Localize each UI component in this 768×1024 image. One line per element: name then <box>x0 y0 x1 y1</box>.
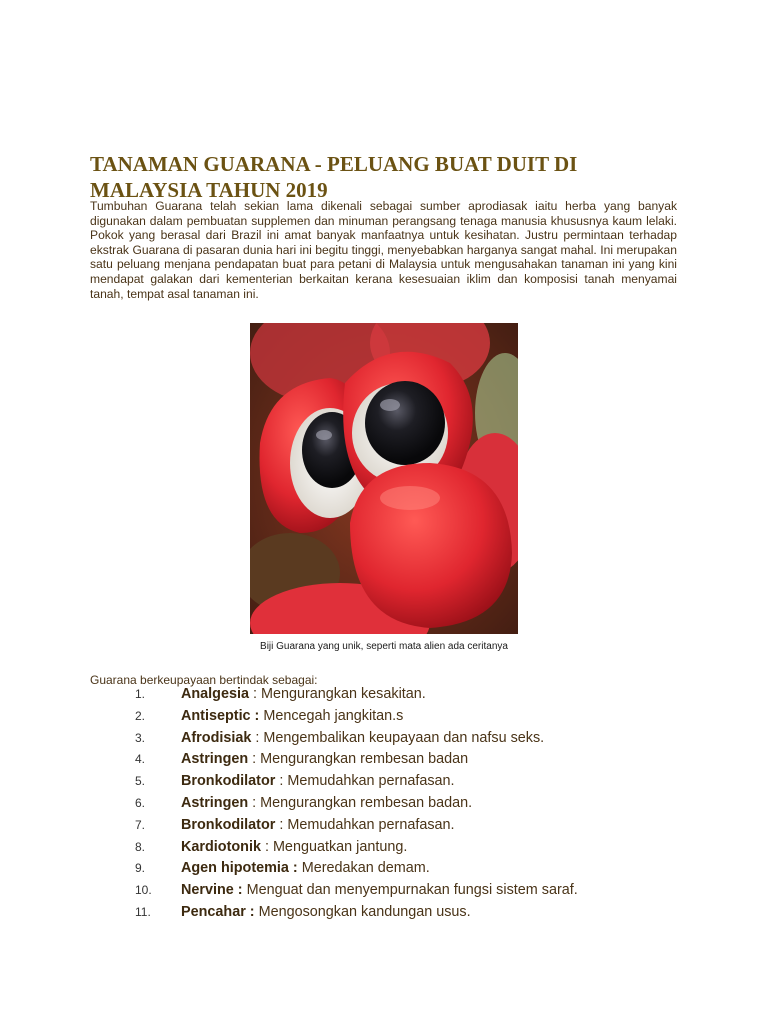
item-term: Astringen <box>181 794 249 811</box>
article-title: TANAMAN GUARANA - PELUANG BUAT DUIT DI MALAYSIA TAHUN 2019 <box>90 152 578 202</box>
item-description: : Mengurangkan kesakitan. <box>248 686 426 702</box>
benefit-list <box>90 684 690 924</box>
item-term: Bronkodilator <box>181 816 276 833</box>
item-number: 5. <box>135 774 146 789</box>
item-term: Antiseptic : <box>181 707 260 724</box>
item-term: Analgesia <box>181 686 249 702</box>
item-description: : Memudahkan pernafasan. <box>275 773 455 790</box>
item-number: 9. <box>135 861 146 876</box>
item-description: : Memudahkan pernafasan. <box>275 816 455 833</box>
item-number: 6. <box>135 795 146 810</box>
item-description: : Mengembalikan keupayaan dan nafsu seks. <box>251 729 545 746</box>
item-number: 2. <box>135 708 146 723</box>
item-term: Agen hipotemia : <box>181 860 298 877</box>
guarana-photo <box>250 323 518 634</box>
item-term: Bronkodilator <box>181 773 276 790</box>
list-item <box>90 880 690 902</box>
list-item <box>90 858 690 880</box>
item-description: : Mengurangkan rembesan badan. <box>248 794 473 811</box>
item-number: 7. <box>135 817 146 832</box>
item-term: Kardiotonik <box>181 838 261 855</box>
intro-paragraph: Tumbuhan Guarana telah sekian lama dikenali sebagai sumber aprodiasak iaitu herba yang banyak digunakan dalam pembuatan supplemen dan minuman perangsang tenaga manusia khususnya kaum lelaki. Pokok yang berasal dari Brazil ini amat banyak manfaatnya untuk kesihatan. Justru permintaan terhadap ekstrak Guarana di pasaran dunia hari ini begitu tinggi, menyebabkan harganya sangat mahal. Ini merupakan satu peluang menjana pendapatan buat para petani di Malaysia untuk mengusahakan tanaman ini yang kini mendapat galakan dari kementerian berkaitan kerana kesesuaian iklim dan komposisi tanah menyamai tanah, tempat asal tanaman ini. <box>90 199 677 301</box>
item-number: 1. <box>135 687 146 701</box>
list-item <box>90 684 690 706</box>
item-term: Astringen <box>181 751 249 768</box>
list-item <box>90 771 690 793</box>
list-item <box>90 706 690 728</box>
item-description: : Menguatkan jantung. <box>260 838 408 855</box>
item-description: Menguat dan menyempurnakan fungsi sistem saraf. <box>242 882 578 899</box>
item-number: 8. <box>135 839 146 854</box>
list-item <box>90 728 690 750</box>
item-number: 10. <box>135 883 152 898</box>
item-description: Meredakan demam. <box>297 860 430 877</box>
item-description: : Mengurangkan rembesan badan <box>248 751 469 768</box>
item-term: Afrodisiak <box>181 729 252 746</box>
list-item <box>90 837 690 859</box>
list-item <box>90 815 690 837</box>
item-term: Pencahar : <box>181 903 255 920</box>
image-caption: Biji Guarana yang unik, seperti mata alien ada ceritanya <box>260 641 508 652</box>
item-term: Nervine : <box>181 882 243 899</box>
item-number: 3. <box>135 730 146 745</box>
item-number: 4. <box>135 752 146 767</box>
list-lead: Guarana berkeupayaan bertindak sebagai: <box>90 673 318 687</box>
item-number: 11. <box>135 904 151 919</box>
list-item <box>90 902 690 924</box>
list-item <box>90 793 690 815</box>
item-description: Mencegah jangkitan.s <box>259 707 404 724</box>
item-description: Mengosongkan kandungan usus. <box>254 903 471 920</box>
list-item <box>90 749 690 771</box>
